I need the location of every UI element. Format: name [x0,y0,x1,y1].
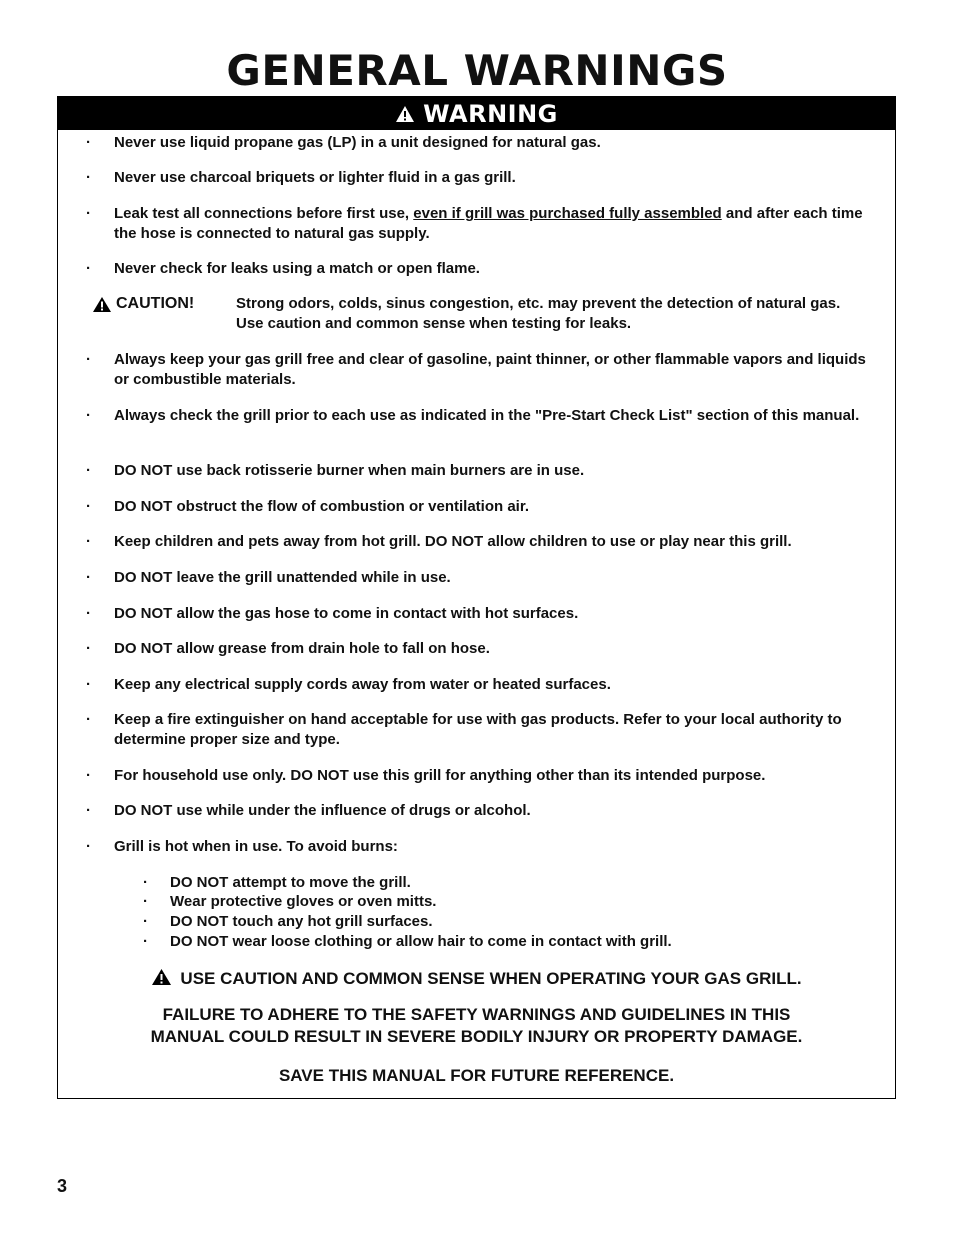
caution-triangle-icon [92,296,112,313]
list-item-text: Always check the grill prior to each use as indicated in the "Pre-Start Check List" section of this manual. [114,407,860,424]
list-item-text: DO NOT allow the gas hose to come in contact with hot surfaces. [114,605,579,622]
list-item-text [114,204,871,244]
bullet: · [86,569,91,586]
caution-triangle-icon [151,968,172,992]
warning-label: WARNING [423,99,558,128]
list-item-text: DO NOT leave the grill unattended while in use. [114,569,451,586]
caution-label-text: CAUTION! [116,295,195,312]
caution-label [92,294,194,314]
page-number: 3 [57,1176,68,1196]
bullet: · [143,893,148,910]
bullet: · [86,676,91,693]
bullet: · [86,838,91,855]
list-item-text: Keep a fire extinguisher on hand acceptable for use with gas products. Refer to your local authority to determine proper size and type. [114,711,842,748]
sub-list-item-text: DO NOT attempt to move the grill. [170,874,411,891]
failure-statement [88,1004,865,1048]
bullet: · [86,767,91,784]
caution-statement-text: USE CAUTION AND COMMON SENSE WHEN OPERATING YOUR GAS GRILL. [180,969,802,988]
text-segment: and after each time the hose is connected to natural gas supply. [114,205,863,242]
bullet: · [86,260,91,277]
bullet: · [86,462,91,479]
bullet: · [86,605,91,622]
sub-list-item-text: DO NOT wear loose clothing or allow hair to come in contact with grill. [170,933,672,950]
bullet: · [86,498,91,515]
bullet: · [86,802,91,819]
list-item-text: Keep children and pets away from hot grill. DO NOT allow children to use or play near this grill. [114,533,792,550]
failure-statement-line: FAILURE TO ADHERE TO THE SAFETY WARNINGS AND GUIDELINES IN THIS [162,1005,791,1024]
list-item-text: Never use charcoal briquets or lighter fluid in a gas grill. [114,169,516,186]
list-item-text: DO NOT use while under the influence of drugs or alcohol. [114,802,531,819]
list-item-text: For household use only. DO NOT use this grill for anything other than its intended purpose. [114,767,766,784]
list-item-text: DO NOT allow grease from drain hole to fall on hose. [114,640,490,657]
caution-statement [88,968,865,992]
warning-box [57,96,896,1099]
bullet: · [86,134,91,151]
sub-list-item-text: DO NOT touch any hot grill surfaces. [170,913,433,930]
list-item-text: Always keep your gas grill free and clear of gasoline, paint thinner, or other flammable vapors and liquids or combustible materials. [114,351,866,388]
bullet: · [86,169,91,186]
bullet: · [86,407,91,424]
warning-triangle-icon [395,105,415,123]
bullet: · [143,874,148,891]
warning-banner [58,97,895,130]
list-item-text: Keep any electrical supply cords away from water or heated surfaces. [114,676,611,693]
bullet: · [86,533,91,550]
bullet: · [86,640,91,657]
bullet: · [143,913,148,930]
text-segment: Leak test all connections before first use, [114,205,414,222]
save-statement: SAVE THIS MANUAL FOR FUTURE REFERENCE. [278,1066,675,1085]
page-title: GENERAL WARNINGS [226,46,728,95]
list-item-text: DO NOT obstruct the flow of combustion or ventilation air. [114,498,530,515]
bullet: · [143,933,148,950]
list-item-text: DO NOT use back rotisserie burner when main burners are in use. [114,462,585,479]
failure-statement-line: MANUAL COULD RESULT IN SEVERE BODILY INJURY OR PROPERTY DAMAGE. [150,1027,803,1046]
bullet: · [86,711,91,728]
bullet: · [86,351,91,368]
caution-text: Strong odors, colds, sinus congestion, etc. may prevent the detection of natural gas. Use caution and common sense when testing for leaks. [236,295,841,332]
bullet: · [86,205,91,222]
list-item-text: Never check for leaks using a match or open flame. [114,260,480,277]
list-item-text: Never use liquid propane gas (LP) in a unit designed for natural gas. [114,134,601,151]
underlined-text: even if grill was purchased fully assembled [413,205,722,222]
sub-list-item-text: Wear protective gloves or oven mitts. [170,893,437,910]
list-item-text: Grill is hot when in use. To avoid burns: [114,838,398,855]
